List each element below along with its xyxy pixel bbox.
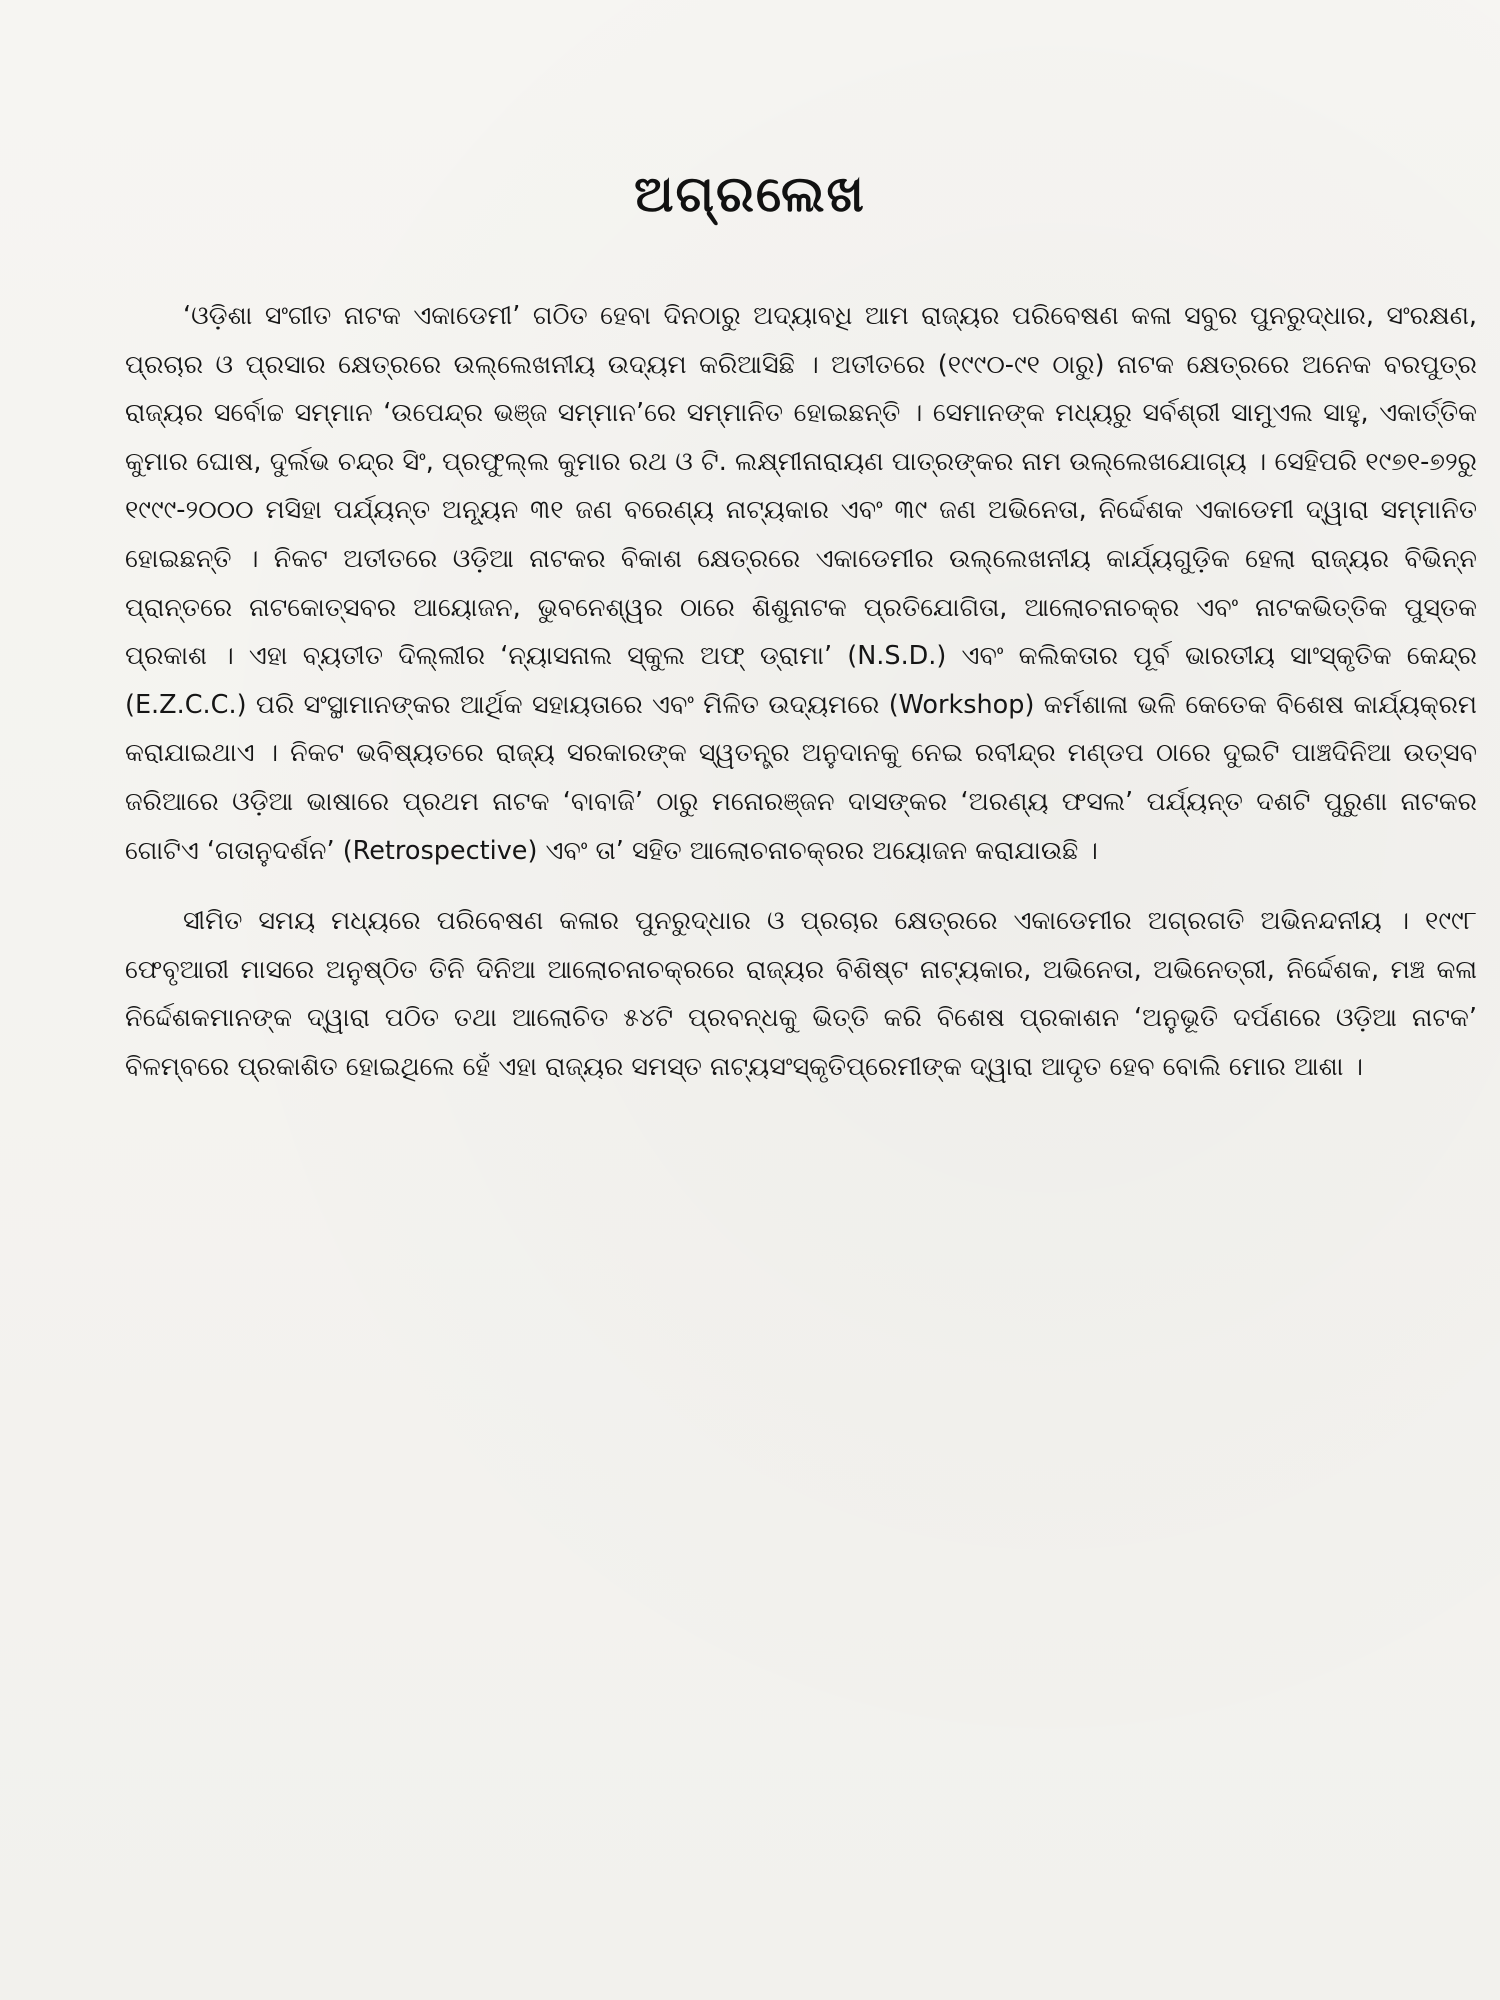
paragraph-1: ‘ଓଡ଼ିଶା ସଂଗୀତ ନାଟକ ଏକାଡେମୀ’ ଗଠିତ ହେବା ଦିନଠାରୁ ଅଦ୍ୟାବଧି ଆମ ରାଜ୍ୟର ପରିବେଷଣ କଳା ସବୁର ପୁନରୁଦ୍ଧାର, ସଂରକ୍ଷଣ, ପ୍ରଚାର ଓ ପ୍ରସାର କ୍ଷେତ୍ରରେ ଉଲ୍ଲେଖନୀୟ ଉଦ୍ୟମ କରିଆସିଛି । ଅତୀତରେ (୧୯୯୦-୯୧ ଠାରୁ) ନାଟକ କ୍ଷେତ୍ରରେ ଅନେକ ବରପୁତ୍ର ରାଜ୍ୟର ସର୍ବୋଚ୍ଚ ସମ୍ମାନ ‘ଉପେନ୍ଦ୍ର ଭଞ୍ଜ ସମ୍ମାନ’ରେ ସମ୍ମାନିତ ହୋଇଛନ୍ତି । ସେମାନଙ୍କ ମଧ୍ୟରୁ ସର୍ବଶ୍ରୀ ସାମୁଏଲ ସାହୁ, ଏକାର୍ତ୍ତିକ କୁମାର ଘୋଷ, ଦୁର୍ଲଭ ଚନ୍ଦ୍ର ସିଂ, ପ୍ରଫୁଲ୍ଲ କୁମାର ରଥ ଓ ଟି. ଲକ୍ଷ୍ମୀନାରାୟଣ ପାତ୍ରଙ୍କର ନାମ ଉଲ୍ଲେଖଯୋଗ୍ୟ । ସେହିପରି ୧୯୭୧-୭୨ରୁ ୧୯୯୯-୨୦୦୦ ମସିହା ପର୍ଯ୍ୟନ୍ତ ଅନ୍ୟୂନ ୩୧ ଜଣ ବରେଣ୍ୟ ନାଟ୍ୟକାର ଏବଂ ୩୯ ଜଣ ଅଭିନେତା, ନିର୍ଦ୍ଦେଶକ ଏକାଡେମୀ ଦ୍ୱାରା ସମ୍ମାନିତ ହୋଇଛନ୍ତି । ନିକଟ ଅତୀତରେ ଓଡ଼ିଆ ନାଟକର ବିକାଶ କ୍ଷେତ୍ରରେ ଏକାଡେମୀର ଉଲ୍ଲେଖନୀୟ କାର୍ଯ୍ୟଗୁଡ଼ିକ ହେଲା ରାଜ୍ୟର ବିଭିନ୍ନ ପ୍ରାନ୍ତରେ ନାଟକୋତ୍ସବର ଆୟୋଜନ, ଭୁବନେଶ୍ୱର ଠାରେ ଶିଶୁନାଟକ ପ୍ରତିଯୋଗିତା, ଆଲୋଚନାଚକ୍ର ଏବଂ ନାଟକଭିତ୍ତିକ ପୁସ୍ତକ ପ୍ରକାଶ । ଏହା ବ୍ୟତୀତ ଦିଲ୍ଲୀର ‘ନ୍ୟାସନାଲ ସ୍କୁଲ ଅଫ୍ ଡ୍ରାମା’ (N.S.D.) ଏବଂ କଲିକତାର ପୂର୍ବ ଭାରତୀୟ ସାଂସ୍କୃତିକ କେନ୍ଦ୍ର (E.Z.C.C.) ପରି ସଂସ୍ଥାମାନଙ୍କର ଆର୍ଥିକ ସହାୟତାରେ ଏବଂ ମିଳିତ ଉଦ୍ୟମରେ (Workshop) କର୍ମଶାଳା ଭଳି କେତେକ ବିଶେଷ କାର୍ଯ୍ୟକ୍ରମ କରାଯାଇଥାଏ । ନିକଟ ଭବିଷ୍ୟତରେ ରାଜ୍ୟ ସରକାରଙ୍କ ସ୍ୱତନ୍ତ୍ର ଅନୁଦାନକୁ ନେଇ ରବୀନ୍ଦ୍ର ମଣ୍ଡପ ଠାରେ ଦୁଇଟି ପାଞ୍ଚଦିନିଆ ଉତ୍ସବ ଜରିଆରେ ଓଡ଼ିଆ ଭାଷାରେ ପ୍ରଥମ ନାଟକ ‘ବାବାଜି’ ଠାରୁ ମନୋରଞ୍ଜନ ଦାସଙ୍କର ‘ଅରଣ୍ୟ ଫସଲ’ ପର୍ଯ୍ୟନ୍ତ ଦଶଟି ପୁରୁଣା ନାଟକର ଗୋଟିଏ ‘ଗତାନୁଦର୍ଶନ’ (Retrospective) ଏବଂ ତା’ ସହିତ ଆଲୋଚନାଚକ୍ରର ଅୟୋଜନ କରାଯାଉଛି । — [125, 301, 1478, 866]
document-body — [125, 292, 1477, 1092]
paragraph-2: ସୀମିତ ସମୟ ମଧ୍ୟରେ ପରିବେଷଣ କଳାର ପୁନରୁଦ୍ଧାର ଓ ପ୍ରଚାର କ୍ଷେତ୍ରରେ ଏକାଡେମୀର ଅଗ୍ରଗତି ଅଭିନନ୍ଦନୀୟ । ୧୯୯୮ ଫେବୃଆରୀ ମାସରେ ଅନୁଷ୍ଠିତ ତିନି ଦିନିଆ ଆଲୋଚନାଚକ୍ରରେ ରାଜ୍ୟର ବିଶିଷ୍ଟ ନାଟ୍ୟକାର, ଅଭିନେତା, ଅଭିନେତ୍ରୀ, ନିର୍ଦ୍ଦେଶକ, ମଞ୍ଚ କଳା ନିର୍ଦ୍ଦେଶକମାନଙ୍କ ଦ୍ୱାରା ପଠିତ ତଥା ଆଲୋଚିତ ୫୪ଟି ପ୍ରବନ୍ଧକୁ ଭିତ୍ତି କରି ବିଶେଷ ପ୍ରକାଶନ ‘ଅନୁଭୂତି ଦର୍ପଣରେ ଓଡ଼ିଆ ନାଟକ’ ବିଳମ୍ବରେ ପ୍ରକାଶିତ ହୋଇଥିଲେ ହେଁ ଏହା ରାଜ୍ୟର ସମସ୍ତ ନାଟ୍ୟସଂସ୍କୃତିପ୍ରେମୀଙ୍କ ଦ୍ୱାରା ଆଦୃତ ହେବ ବୋଲି ମୋର ଆଶା । — [125, 906, 1477, 1082]
page-title: ଅଗ୍ରଲେଖ — [634, 165, 866, 223]
